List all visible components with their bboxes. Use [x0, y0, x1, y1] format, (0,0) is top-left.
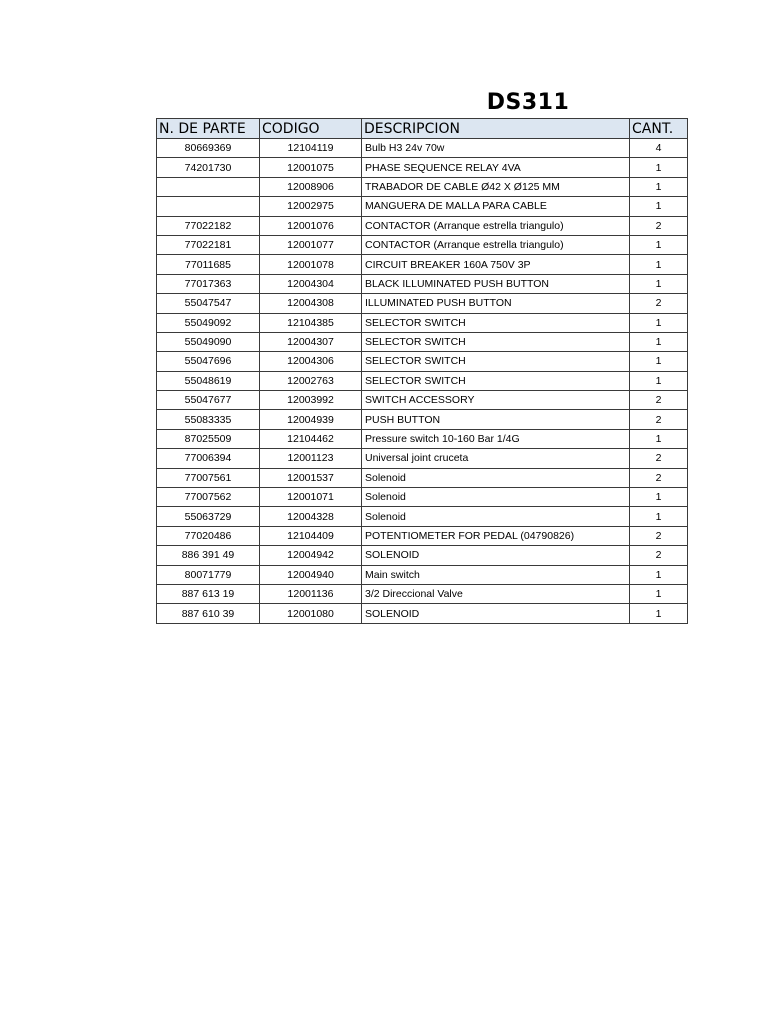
table-row — [157, 332, 688, 351]
cell-code: 12104385 — [260, 313, 362, 332]
cell-description: BLACK ILLUMINATED PUSH BUTTON — [362, 274, 630, 293]
cell-quantity: 2 — [630, 468, 688, 487]
cell-part-number: 77020486 — [157, 526, 260, 545]
cell-description: SOLENOID — [362, 546, 630, 565]
cell-code: 12104409 — [260, 526, 362, 545]
table-row — [157, 507, 688, 526]
table-row — [157, 429, 688, 448]
cell-quantity: 1 — [630, 235, 688, 254]
cell-quantity: 1 — [630, 429, 688, 448]
table-row — [157, 274, 688, 293]
cell-part-number — [157, 197, 260, 216]
cell-code: 12004304 — [260, 274, 362, 293]
cell-code: 12004939 — [260, 410, 362, 429]
cell-description: Pressure switch 10-160 Bar 1/4G — [362, 429, 630, 448]
cell-description: PHASE SEQUENCE RELAY 4VA — [362, 158, 630, 177]
parts-table — [156, 118, 688, 624]
table-row — [157, 488, 688, 507]
cell-code: 12004328 — [260, 507, 362, 526]
cell-part-number: 55049090 — [157, 332, 260, 351]
header-part-number: N. DE PARTE — [157, 119, 260, 139]
table-row — [157, 197, 688, 216]
cell-code: 12003992 — [260, 391, 362, 410]
header-code: CODIGO — [260, 119, 362, 139]
document-title: DS311 — [486, 90, 570, 115]
table-row — [157, 468, 688, 487]
table-row — [157, 391, 688, 410]
cell-code: 12001077 — [260, 235, 362, 254]
table-body — [157, 139, 688, 624]
cell-part-number: 55063729 — [157, 507, 260, 526]
header-description: DESCRIPCION — [362, 119, 630, 139]
cell-part-number — [157, 177, 260, 196]
cell-code: 12004940 — [260, 565, 362, 584]
cell-code: 12004306 — [260, 352, 362, 371]
cell-description: SWITCH ACCESSORY — [362, 391, 630, 410]
cell-part-number: 87025509 — [157, 429, 260, 448]
cell-quantity: 1 — [630, 371, 688, 390]
table-row — [157, 177, 688, 196]
cell-code: 12104462 — [260, 429, 362, 448]
table-row — [157, 139, 688, 158]
cell-part-number: 55047696 — [157, 352, 260, 371]
cell-code: 12001537 — [260, 468, 362, 487]
cell-description: Solenoid — [362, 488, 630, 507]
cell-part-number: 55083335 — [157, 410, 260, 429]
cell-description: PUSH BUTTON — [362, 410, 630, 429]
header-quantity: CANT. — [630, 119, 688, 139]
cell-part-number: 55047547 — [157, 294, 260, 313]
header-row — [157, 119, 688, 139]
cell-part-number: 77006394 — [157, 449, 260, 468]
cell-part-number: 55049092 — [157, 313, 260, 332]
cell-part-number: 80071779 — [157, 565, 260, 584]
table-row — [157, 526, 688, 545]
cell-quantity: 2 — [630, 526, 688, 545]
cell-part-number: 77017363 — [157, 274, 260, 293]
cell-description: SOLENOID — [362, 604, 630, 623]
cell-part-number: 77007562 — [157, 488, 260, 507]
cell-code: 12004307 — [260, 332, 362, 351]
cell-quantity: 1 — [630, 604, 688, 623]
cell-description: Universal joint cruceta — [362, 449, 630, 468]
cell-description: ILLUMINATED PUSH BUTTON — [362, 294, 630, 313]
table-row — [157, 371, 688, 390]
table-row — [157, 604, 688, 623]
cell-code: 12001080 — [260, 604, 362, 623]
cell-quantity: 1 — [630, 332, 688, 351]
table-row — [157, 313, 688, 332]
cell-code: 12008906 — [260, 177, 362, 196]
table-row — [157, 294, 688, 313]
cell-quantity: 1 — [630, 313, 688, 332]
cell-quantity: 1 — [630, 197, 688, 216]
cell-part-number: 887 613 19 — [157, 584, 260, 603]
table-row — [157, 255, 688, 274]
cell-code: 12001078 — [260, 255, 362, 274]
cell-quantity: 1 — [630, 488, 688, 507]
cell-description: Main switch — [362, 565, 630, 584]
table-row — [157, 565, 688, 584]
cell-quantity: 1 — [630, 584, 688, 603]
cell-description: SELECTOR SWITCH — [362, 371, 630, 390]
cell-description: POTENTIOMETER FOR PEDAL (04790826) — [362, 526, 630, 545]
table-row — [157, 584, 688, 603]
cell-quantity: 2 — [630, 216, 688, 235]
cell-quantity: 2 — [630, 391, 688, 410]
cell-quantity: 2 — [630, 546, 688, 565]
cell-quantity: 1 — [630, 274, 688, 293]
cell-code: 12004308 — [260, 294, 362, 313]
cell-description: Solenoid — [362, 468, 630, 487]
cell-code: 12001123 — [260, 449, 362, 468]
cell-quantity: 1 — [630, 507, 688, 526]
cell-quantity: 2 — [630, 410, 688, 429]
table-row — [157, 449, 688, 468]
cell-code: 12001075 — [260, 158, 362, 177]
cell-part-number: 77022182 — [157, 216, 260, 235]
cell-description: MANGUERA DE MALLA PARA CABLE — [362, 197, 630, 216]
cell-quantity: 1 — [630, 158, 688, 177]
cell-quantity: 1 — [630, 177, 688, 196]
table-row — [157, 216, 688, 235]
cell-description: TRABADOR DE CABLE Ø42 X Ø125 MM — [362, 177, 630, 196]
table-row — [157, 410, 688, 429]
cell-code: 12002763 — [260, 371, 362, 390]
cell-quantity: 1 — [630, 565, 688, 584]
cell-description: SELECTOR SWITCH — [362, 313, 630, 332]
table-row — [157, 352, 688, 371]
cell-quantity: 2 — [630, 294, 688, 313]
cell-description: SELECTOR SWITCH — [362, 332, 630, 351]
cell-part-number: 55048619 — [157, 371, 260, 390]
cell-description: CONTACTOR (Arranque estrella triangulo) — [362, 235, 630, 254]
cell-part-number: 55047677 — [157, 391, 260, 410]
cell-code: 12104119 — [260, 139, 362, 158]
cell-code: 12002975 — [260, 197, 362, 216]
cell-part-number: 77011685 — [157, 255, 260, 274]
table-row — [157, 546, 688, 565]
table-row — [157, 235, 688, 254]
table-row — [157, 158, 688, 177]
cell-code: 12001076 — [260, 216, 362, 235]
cell-part-number: 77007561 — [157, 468, 260, 487]
cell-quantity: 2 — [630, 449, 688, 468]
table-header — [157, 119, 688, 139]
cell-part-number: 74201730 — [157, 158, 260, 177]
cell-part-number: 887 610 39 — [157, 604, 260, 623]
cell-description: CIRCUIT BREAKER 160A 750V 3P — [362, 255, 630, 274]
cell-description: Bulb H3 24v 70w — [362, 139, 630, 158]
cell-code: 12001136 — [260, 584, 362, 603]
cell-part-number: 80669369 — [157, 139, 260, 158]
cell-part-number: 77022181 — [157, 235, 260, 254]
cell-part-number: 886 391 49 — [157, 546, 260, 565]
cell-description: Solenoid — [362, 507, 630, 526]
cell-quantity: 1 — [630, 352, 688, 371]
cell-code: 12001071 — [260, 488, 362, 507]
cell-quantity: 1 — [630, 255, 688, 274]
cell-description: 3/2 Direccional Valve — [362, 584, 630, 603]
cell-description: CONTACTOR (Arranque estrella triangulo) — [362, 216, 630, 235]
cell-code: 12004942 — [260, 546, 362, 565]
cell-description: SELECTOR SWITCH — [362, 352, 630, 371]
cell-quantity: 4 — [630, 139, 688, 158]
